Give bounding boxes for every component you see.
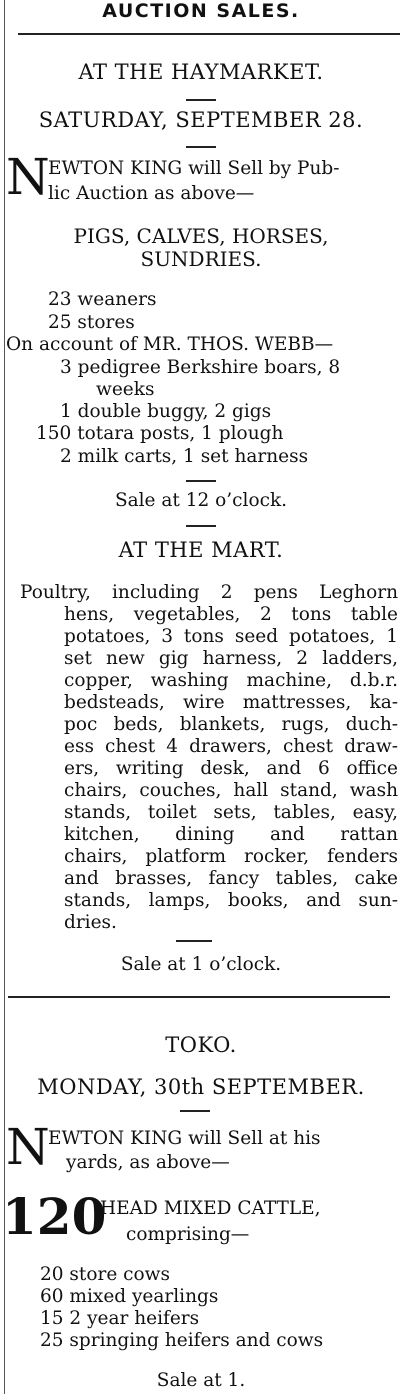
sale3-lead-number: 120 [2, 1187, 107, 1246]
sale2-line: and brasses, fancy tables, cake [64, 868, 398, 889]
sale2-line: ers, writing desk, and 6 office [64, 758, 398, 779]
header-rule [18, 33, 400, 35]
sale2-line: stands, lamps, books, and sun- [64, 890, 398, 911]
sale3-lead-line2: comprising— [126, 1224, 250, 1245]
sale3-date-rule [180, 1110, 210, 1112]
sale1-items-rule [186, 480, 216, 482]
sale3-date: MONDAY, 30th SEPTEMBER. [37, 1075, 365, 1099]
sale1-venue: AT THE HAYMARKET. [78, 60, 324, 84]
sale1-date-rule [186, 146, 216, 148]
sale2-line: ess chest 4 drawers, chest draw- [64, 736, 398, 757]
sale2-line: copper, washing machine, d.b.r. [64, 670, 398, 691]
sale2-items-rule [176, 940, 212, 942]
sale1-time: Sale at 12 o’clock. [114, 490, 288, 511]
sale2-line: hens, vegetables, 2 tons table [64, 604, 398, 625]
sale2-line: chairs, platform rocker, fenders [64, 846, 398, 867]
sale2-line: potatoes, 3 tons seed potatoes, 1 [64, 626, 398, 647]
sale1-category-line1: PIGS, CALVES, HORSES, [73, 224, 329, 248]
sale2-line: Poultry, including 2 pens Leghorn [20, 582, 398, 603]
sale3-item: 25 springing heifers and cows [40, 1330, 324, 1351]
sale1-intro-line1: EWTON KING will Sell by Pub- [48, 158, 340, 179]
sale3-time: Sale at 1. [156, 1370, 246, 1391]
sale2-line: kitchen, dining and rattan [64, 824, 398, 845]
sale2-time: Sale at 1 o’clock. [120, 954, 282, 975]
sale3-dropcap: N [6, 1118, 50, 1176]
sale1-item: 25 stores [48, 312, 135, 333]
sale3-intro-line1: EWTON KING will Sell at his [48, 1128, 321, 1149]
sale2-line: poc beds, blankets, rugs, duch- [64, 714, 398, 735]
sale3-item: 15 2 year heifers [40, 1308, 200, 1329]
column-border-left [4, 0, 5, 1394]
sale1-venue-rule [186, 99, 216, 101]
sale1-item: 1 double buggy, 2 gigs [60, 401, 272, 422]
sale1-end-rule [186, 525, 216, 527]
sale2-venue: AT THE MART. [118, 538, 284, 562]
sale1-item: 23 weaners [48, 289, 157, 310]
sale1-item: 2 milk carts, 1 set harness [60, 446, 309, 467]
section-title: AUCTION SALES. [102, 0, 300, 22]
sale1-item: weeks [96, 379, 155, 400]
sale3-item: 20 store cows [40, 1264, 170, 1285]
sale1-dropcap: N [6, 148, 50, 206]
sale1-category-line2: SUNDRIES. [140, 247, 262, 271]
sale3-item: 60 mixed yearlings [40, 1286, 219, 1307]
sale1-item: On account of MR. THOS. WEBB— [6, 334, 334, 355]
sale2-line: bedsteads, wire mattresses, ka- [64, 692, 398, 713]
sale3-venue: TOKO. [165, 1033, 237, 1057]
sale3-intro-line2: yards, as above— [66, 1152, 230, 1173]
section-divider [8, 996, 390, 998]
sale2-line: dries. [64, 912, 117, 933]
sale1-intro-line2: lic Auction as above— [48, 183, 255, 204]
sale1-date: SATURDAY, SEPTEMBER 28. [38, 108, 364, 132]
sale1-item: 3 pedigree Berkshire boars, 8 [60, 357, 341, 378]
sale1-item: 150 totara posts, 1 plough [36, 423, 284, 444]
sale2-line: stands, toilet sets, tables, easy, [64, 802, 398, 823]
sale3-lead-line1: HEAD MIXED CATTLE, [100, 1198, 321, 1219]
sale2-line: set new gig harness, 2 ladders, [64, 648, 398, 669]
sale2-line: chairs, couches, hall stand, wash [64, 780, 398, 801]
